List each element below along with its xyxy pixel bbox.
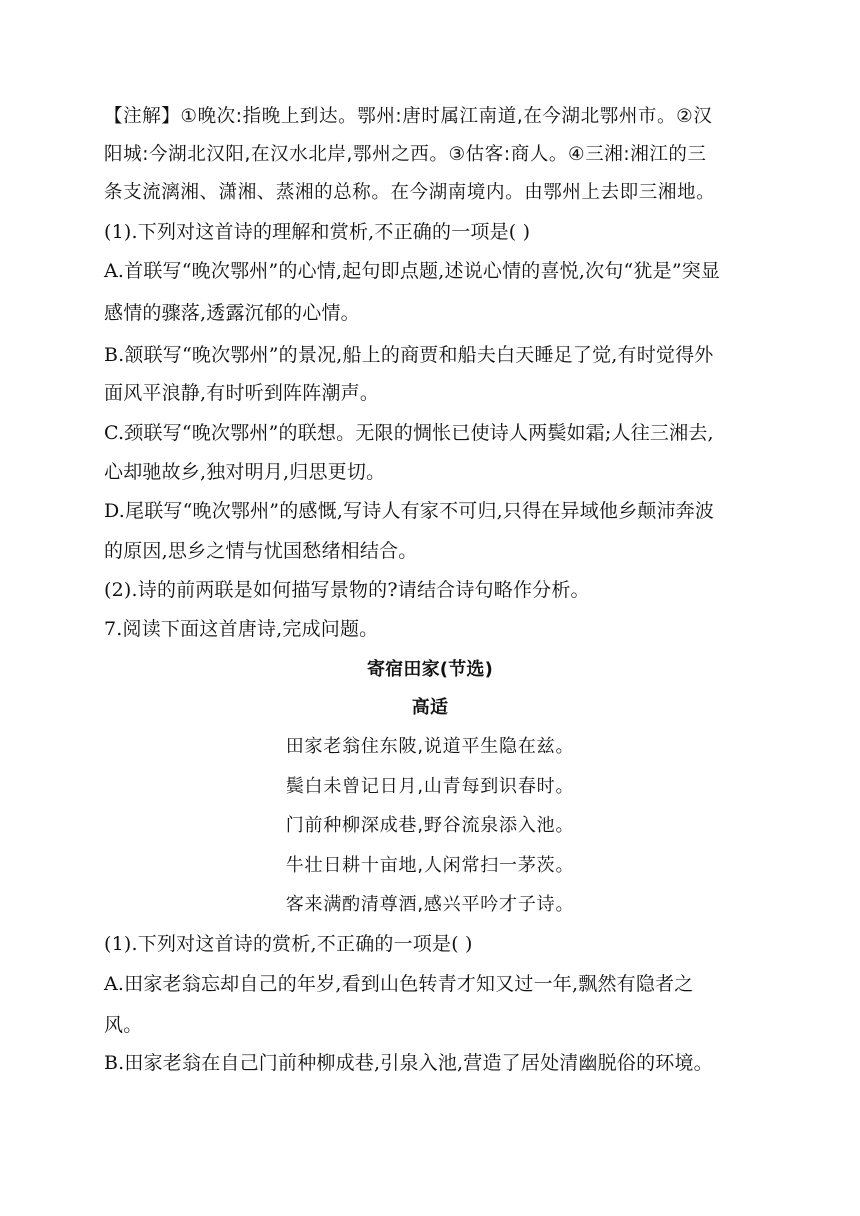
q7-option-a-line-2: 风。 [104,1014,143,1036]
q7-option-a-line-1: A.田家老翁忘却自己的年岁,看到山色转青才知又过一年,飘然有隐者之 [104,973,694,995]
note-line-1: 【注解】①晚次:指晚上到达。鄂州:唐时属江南道,在今湖北鄂州市。②汉 [104,106,713,127]
q6-option-b-line-2: 面风平浪静,有时听到阵阵潮声。 [104,382,380,404]
q6-option-a-line-2: 感情的骤落,透露沉郁的心情。 [104,302,360,324]
poem-line-1: 田家老翁住东陂,说道平生隐在兹。 [285,736,575,757]
q6-option-c-line-2: 心却驰故乡,独对明月,归思更切。 [104,461,386,483]
q6-option-b-line-1: B.颔联写“晚次鄂州”的景况,船上的商贾和船夫白天睡足了觉,有时觉得外 [104,344,714,366]
q7-sub1-stem: (1).下列对这首诗的赏析,不正确的一项是( ) [104,933,473,955]
q7-option-b-line-1: B.田家老翁在自己门前种柳成巷,引泉入池,营造了居处清幽脱俗的环境。 [104,1052,713,1074]
q6-sub2-stem: (2).诗的前两联是如何描写景物的?请结合诗句略作分析。 [104,579,590,601]
q6-option-a-line-1: A.首联写“晚次鄂州”的心情,起句即点题,述说心情的喜悦,次句“犹是”突显 [104,260,721,282]
poem-line-5: 客来满酌清尊酒,感兴平吟才子诗。 [285,894,575,915]
note-line-2: 阳城:今湖北汉阳,在汉水北岸,鄂州之西。③估客:商人。④三湘:湘江的三 [104,144,707,165]
poem-line-2: 鬓白未曾记日月,山青每到识春时。 [285,776,575,797]
q6-sub1-stem: (1).下列对这首诗的理解和赏析,不正确的一项是( ) [104,221,531,243]
note-line-3: 条支流漓湘、潇湘、蒸湘的总称。在今湖南境内。由鄂州上去即三湘地。 [104,182,716,203]
poem-line-3: 门前种柳深成巷,野谷流泉添入池。 [285,815,575,836]
poem-title: 寄宿田家(节选) [366,659,494,680]
poem-line-4: 牛壮日耕十亩地,人闲常扫一茅茨。 [285,855,575,876]
q6-option-d-line-2: 的原因,思乡之情与忧国愁绪相结合。 [104,540,418,562]
poem-author: 高适 [411,697,449,718]
q6-option-c-line-1: C.颈联写“晚次鄂州”的联想。无限的惆怅已使诗人两鬓如霜;人往三湘去, [104,422,714,444]
q7-stem: 7.阅读下面这首唐诗,完成问题。 [104,618,379,640]
q6-option-d-line-1: D.尾联写“晚次鄂州”的感慨,写诗人有家不可归,只得在异域他乡颠沛奔波 [104,500,715,522]
